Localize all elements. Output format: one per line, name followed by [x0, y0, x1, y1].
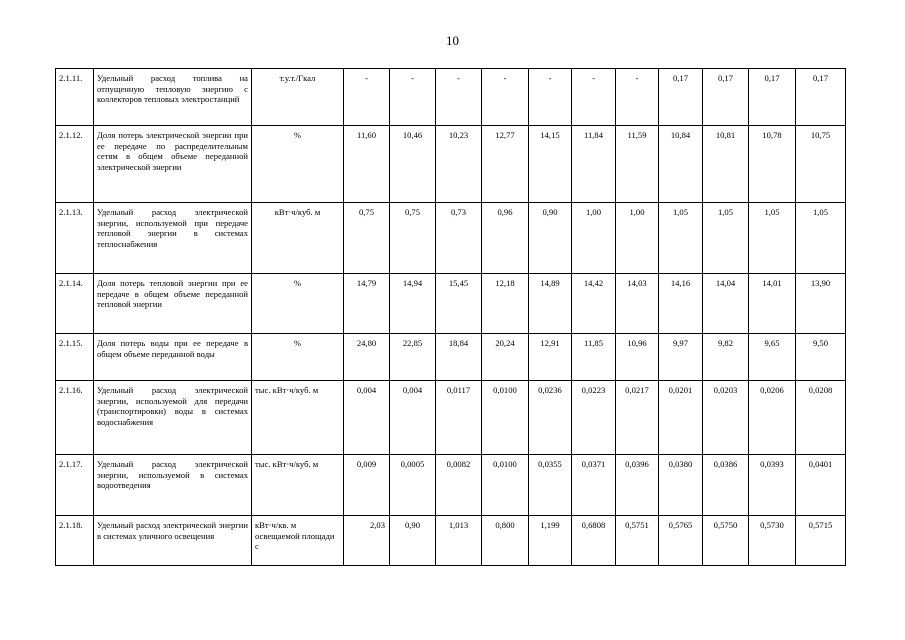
row-description: Доля потерь электрической энергии при ее передаче по распределительным сетям в общем объеме переданной электрической энергии	[94, 126, 252, 203]
value-cell: 0,96	[482, 203, 529, 274]
value-cell: 0,73	[436, 203, 482, 274]
value-cell: 0,17	[659, 69, 703, 126]
row-description: Удельный расход электрической энергии, используемой для передачи (транспортировки) воды в системах водоснабжения	[94, 381, 252, 455]
row-code: 2.1.16.	[56, 381, 94, 455]
value-cell: 0,0117	[436, 381, 482, 455]
value-cell: 0,17	[749, 69, 796, 126]
value-cell: -	[572, 69, 616, 126]
row-description: Доля потерь воды при ее передаче в общем объеме переданной воды	[94, 334, 252, 381]
value-cell: 2,03	[344, 516, 390, 566]
row-unit: %	[252, 126, 344, 203]
value-cell: -	[344, 69, 390, 126]
row-unit: %	[252, 274, 344, 334]
value-cell: 1,00	[572, 203, 616, 274]
value-cell: 0,5750	[703, 516, 749, 566]
value-cell: 24,80	[344, 334, 390, 381]
value-cell: 0,0223	[572, 381, 616, 455]
value-cell: 22,85	[390, 334, 436, 381]
table-row	[56, 381, 846, 455]
value-cell: 0,75	[390, 203, 436, 274]
value-cell: 1,199	[529, 516, 572, 566]
value-cell: 9,65	[749, 334, 796, 381]
value-cell: 14,03	[616, 274, 659, 334]
value-cell: 10,78	[749, 126, 796, 203]
value-cell: 0,009	[344, 455, 390, 516]
value-cell: 14,94	[390, 274, 436, 334]
value-cell: -	[616, 69, 659, 126]
value-cell: 0,0005	[390, 455, 436, 516]
value-cell: 10,23	[436, 126, 482, 203]
value-cell: 0,0100	[482, 455, 529, 516]
value-cell: 1,05	[796, 203, 846, 274]
value-cell: 0,0206	[749, 381, 796, 455]
row-description: Удельный расход электрической энергии в системах уличного освещения	[94, 516, 252, 566]
row-unit: тыс. кВт·ч/куб. м	[252, 455, 344, 516]
value-cell: 13,90	[796, 274, 846, 334]
value-cell: 0,004	[344, 381, 390, 455]
row-description: Удельный расход топлива на отпущенную тепловую энергию с коллекторов тепловых электростанций	[94, 69, 252, 126]
value-cell: 10,75	[796, 126, 846, 203]
value-cell: 0,0082	[436, 455, 482, 516]
value-cell: 20,24	[482, 334, 529, 381]
table-row	[56, 334, 846, 381]
value-cell: 0,0393	[749, 455, 796, 516]
indicators-table	[55, 68, 846, 566]
table-row	[56, 274, 846, 334]
value-cell: 14,01	[749, 274, 796, 334]
value-cell: 0,0371	[572, 455, 616, 516]
value-cell: 11,84	[572, 126, 616, 203]
value-cell: 14,15	[529, 126, 572, 203]
table-row	[56, 516, 846, 566]
value-cell: 9,97	[659, 334, 703, 381]
value-cell: 18,84	[436, 334, 482, 381]
value-cell: 0,0208	[796, 381, 846, 455]
value-cell: 12,91	[529, 334, 572, 381]
value-cell: -	[482, 69, 529, 126]
row-unit: т.у.т./Гкал	[252, 69, 344, 126]
value-cell: 15,45	[436, 274, 482, 334]
value-cell: 0,0386	[703, 455, 749, 516]
value-cell: 1,00	[616, 203, 659, 274]
value-cell: 0,90	[529, 203, 572, 274]
value-cell: 1,013	[436, 516, 482, 566]
value-cell: 0,0380	[659, 455, 703, 516]
table-row	[56, 455, 846, 516]
table-row	[56, 126, 846, 203]
value-cell: 14,42	[572, 274, 616, 334]
row-code: 2.1.11.	[56, 69, 94, 126]
value-cell: 0,90	[390, 516, 436, 566]
page-number: 10	[446, 33, 459, 48]
value-cell: 0,004	[390, 381, 436, 455]
value-cell: 0,0401	[796, 455, 846, 516]
value-cell: 0,0201	[659, 381, 703, 455]
value-cell: 0,5730	[749, 516, 796, 566]
value-cell: 1,05	[749, 203, 796, 274]
value-cell: -	[529, 69, 572, 126]
value-cell: 10,96	[616, 334, 659, 381]
table-row	[56, 69, 846, 126]
value-cell: -	[390, 69, 436, 126]
value-cell: 11,60	[344, 126, 390, 203]
row-description: Удельный расход электрической энергии, используемой при передаче тепловой энергии в системах теплоснабжения	[94, 203, 252, 274]
value-cell: 0,0217	[616, 381, 659, 455]
value-cell: 14,16	[659, 274, 703, 334]
value-cell: 11,85	[572, 334, 616, 381]
row-code: 2.1.17.	[56, 455, 94, 516]
value-cell: 0,5765	[659, 516, 703, 566]
value-cell: 0,17	[796, 69, 846, 126]
value-cell: 9,50	[796, 334, 846, 381]
row-code: 2.1.12.	[56, 126, 94, 203]
value-cell: 11,59	[616, 126, 659, 203]
row-unit: кВт·ч/кв. м освещаемой площади с	[252, 516, 344, 566]
value-cell: 0,6808	[572, 516, 616, 566]
value-cell: 0,0236	[529, 381, 572, 455]
row-code: 2.1.15.	[56, 334, 94, 381]
value-cell: 1,05	[659, 203, 703, 274]
row-description: Удельный расход электрической энергии, используемой в системах водоотведения	[94, 455, 252, 516]
value-cell: 10,46	[390, 126, 436, 203]
value-cell: 0,5751	[616, 516, 659, 566]
row-unit: %	[252, 334, 344, 381]
value-cell: 10,81	[703, 126, 749, 203]
value-cell: 12,77	[482, 126, 529, 203]
value-cell: 14,89	[529, 274, 572, 334]
value-cell: 0,75	[344, 203, 390, 274]
value-cell: 0,800	[482, 516, 529, 566]
value-cell: 9,82	[703, 334, 749, 381]
row-code: 2.1.13.	[56, 203, 94, 274]
table-row	[56, 203, 846, 274]
row-description: Доля потерь тепловой энергии при ее передаче в общем объеме переданной тепловой энергии	[94, 274, 252, 334]
value-cell: 10,84	[659, 126, 703, 203]
value-cell: 12,18	[482, 274, 529, 334]
value-cell: 0,0203	[703, 381, 749, 455]
row-unit: кВт·ч/куб. м	[252, 203, 344, 274]
value-cell: -	[436, 69, 482, 126]
row-code: 2.1.14.	[56, 274, 94, 334]
value-cell: 14,04	[703, 274, 749, 334]
value-cell: 0,17	[703, 69, 749, 126]
value-cell: 0,5715	[796, 516, 846, 566]
value-cell: 0,0355	[529, 455, 572, 516]
value-cell: 14,79	[344, 274, 390, 334]
value-cell: 1,05	[703, 203, 749, 274]
value-cell: 0,0396	[616, 455, 659, 516]
row-code: 2.1.18.	[56, 516, 94, 566]
value-cell: 0,0100	[482, 381, 529, 455]
row-unit: тыс. кВт·ч/куб. м	[252, 381, 344, 455]
